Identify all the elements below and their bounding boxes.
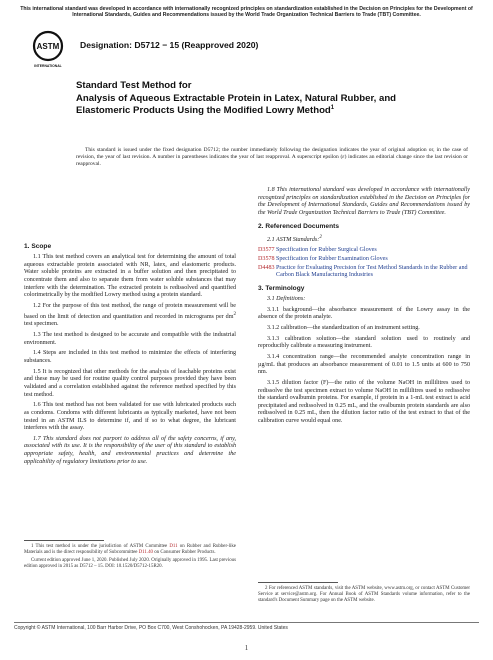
link-d11[interactable]: D11 xyxy=(169,544,178,549)
ref-title[interactable]: Specification for Rubber Examination Gloves xyxy=(276,255,388,262)
para-1-8: 1.8 This international standard was developed in accordance with internationally recognized principles on standardization established in the Decision on Principles for the Development of International Standards, Guides and Recommendations issued by the World Trade Organization Technical Barriers to Trade (TBT) Committee. xyxy=(258,187,470,216)
para-1-2-text: 1.2 For the purpose of this test method, the range of protein measurement will be based on the limit of detection and quantitation and recorded in micrograms per dm xyxy=(24,302,236,320)
para-1-6: 1.6 This test method has not been validated for use with lubricated products such as condoms. Condoms with different lubricants as typically marketed, have not been tested in an ASTM ILS to determine if, and if so to what degree, the lubricant interferes with the assay. xyxy=(24,402,236,432)
logo-letters: ASTM xyxy=(36,42,60,51)
para-1-2-sup: 2 xyxy=(233,310,236,317)
page-number: 1 xyxy=(244,644,249,652)
para-2-1-text: 2.1 ASTM Standards: xyxy=(267,236,320,243)
ref-title[interactable]: Practice for Evaluating Precision for Test Method Standards in the Rubber and Carbon Black Manufacturing Industries xyxy=(276,264,468,279)
para-3-1-3: 3.1.3 calibration solution—the standard solution used to routinely and reproducibly calibrate a measuring instrument. xyxy=(258,335,470,350)
footnote-1-edition: Current edition approved June 1, 2020. Published July 2020. Originally approved in 1995. Last previous edition approved in 2015 as D5712 – 15. DOI: 10.1520/D5712-15R20. xyxy=(24,558,236,569)
title-line1: Standard Test Method for xyxy=(76,80,192,91)
footnote-rule-right xyxy=(258,582,338,583)
footnote-rule-left xyxy=(24,540,104,541)
logo-subtext: INTERNATIONAL xyxy=(34,64,62,68)
ref-title[interactable]: Specification for Rubber Surgical Gloves xyxy=(276,247,377,254)
copyright: Copyright © ASTM International, 100 Barr Harbor Drive, PO Box C700, West Conshohocken, PA 19428-2959. United States xyxy=(14,625,288,631)
para-1-2 xyxy=(24,303,236,329)
ref-d4483[interactable] xyxy=(258,265,470,280)
left-column xyxy=(24,243,236,469)
para-2-1 xyxy=(258,234,470,245)
para-1-7: 1.7 This standard does not purport to address all of the safety concerns, if any, associated with its use. It is the responsibility of the user of this standard to establish appropriate safety, health, and environmental practices and determine the applicability of regulatory limitations prior to use. xyxy=(24,435,236,465)
bottom-rule xyxy=(14,622,479,623)
footnote-2: 2 For referenced ASTM standards, visit the ASTM website, www.astm.org, or contact ASTM Customer Service at service@astm.org. For Annual Book of ASTM Standards volume information, refer to the standard's Document Summary page on the ASTM website. xyxy=(258,586,470,603)
designation: Designation: D5712 − 15 (Reapproved 2020) xyxy=(80,40,259,50)
para-2-1-sup: 2 xyxy=(319,233,322,240)
para-3-1-5: 3.1.5 dilution factor (F)—the ratio of the volume NaOH in millilitres used to redissolve the test specimen extract to volume NaOH in millilitres used to redissolve the standard ovalbumin proteins. For example, if protein in a 1-mL test extract is acid precipitated and redissolved in 0.25 mL, and the ovalbumin protein standards are also redissolved in 0.25 mL, then the dilution factor ratio of the test extract to that of the calibration curve would equal one. xyxy=(258,379,470,425)
para-1-4: 1.4 Steps are included in this test method to minimize the effects of interfering substances. xyxy=(24,350,236,364)
referenced-documents-heading: 2. Referenced Documents xyxy=(258,222,339,230)
scope-heading: 1. Scope xyxy=(24,243,52,250)
astm-logo xyxy=(30,30,66,70)
para-1-5: 1.5 It is recognized that other methods for the analysis of leachable proteins exist and these may be used for routine quality control purposes provided they have been validated and a correlation established against the reference method specified by this test method. xyxy=(24,368,236,398)
title-footnote-mark: 1 xyxy=(330,105,335,111)
astm-logo-icon xyxy=(30,30,66,70)
para-1-1: 1.1 This test method covers an analytical test for determining the amount of total aqueous extractable protein associated with NR, latex, and elastomeric products. Water soluble proteins are extracted in a buffer solution and then precipitated to concentrate them and also to separate them from water soluble substances that may interfere with the determination. The extracted protein is redissolved and quantified colorimetrically by the modified Lowry method using a protein standard. xyxy=(24,254,236,299)
para-1-3: 1.3 The test method is designed to be accurate and compatible with the industrial environment. xyxy=(24,331,236,346)
para-3-1-4: 3.1.4 concentration range—the recommended analyte concentration range in µg/mL that produces an absorbance measurement of 0.01 to 1.5 units at 600 to 750 nm. xyxy=(258,353,470,376)
para-1-2-tail: test specimen. xyxy=(24,321,59,328)
ref-code[interactable]: D3578 xyxy=(258,255,275,262)
title-block xyxy=(76,80,436,118)
ref-d3578[interactable] xyxy=(258,256,470,264)
terminology-heading: 3. Terminology xyxy=(258,284,305,292)
ref-code[interactable]: D4483 xyxy=(258,264,275,271)
para-3-1: 3.1 Definitions: xyxy=(267,295,306,302)
footnote-1-text-b: on Rubber and Rubber-like Materials and is the direct responsibility of Subcommittee xyxy=(24,544,236,555)
footnote-left xyxy=(24,544,236,572)
footnote-right xyxy=(258,586,470,606)
title-line2: Analysis of Aqueous Extractable Protein in Latex, Natural Rubber, and Elastomeric Products Using the Modified Lowry Method xyxy=(76,92,397,117)
para-3-1-1: 3.1.1 background—the absorbance measurement of the Lowry assay in the absence of the protein analyte. xyxy=(258,306,470,321)
footnote-1 xyxy=(24,544,236,556)
right-column xyxy=(258,187,470,429)
issued-note xyxy=(76,147,468,168)
para-3-1-2: 3.1.2 calibration—the standardization of an instrument setting. xyxy=(267,324,420,331)
issued-note-text: This standard is issued under the fixed designation D5712; the number immediately following the designation indicates the year of original adoption or, in the case of revision, the year of last revision. A number in parentheses indicates the year of last reapproval. A superscript epsilon (ε) indicates an editorial change since the last revision or reapproval. xyxy=(76,147,468,167)
link-d11-40[interactable]: D11.40 xyxy=(138,550,153,555)
ref-d3577[interactable] xyxy=(258,247,470,255)
title-main xyxy=(76,93,436,118)
footnote-1-text-c: on Consumer Rubber Products. xyxy=(153,550,216,555)
international-standard-notice: This international standard was developed in accordance with internationally recognized principles on standardization established in the Decision on Principles for the Development of International Standards, Guides and Recommendations issued by the World Trade Organization Technical Barriers to Trade (TBT) Committee. xyxy=(20,6,473,19)
ref-code[interactable]: D3577 xyxy=(258,247,275,254)
footnote-1-text-a: 1 This test method is under the jurisdiction of ASTM Committee xyxy=(31,544,170,549)
